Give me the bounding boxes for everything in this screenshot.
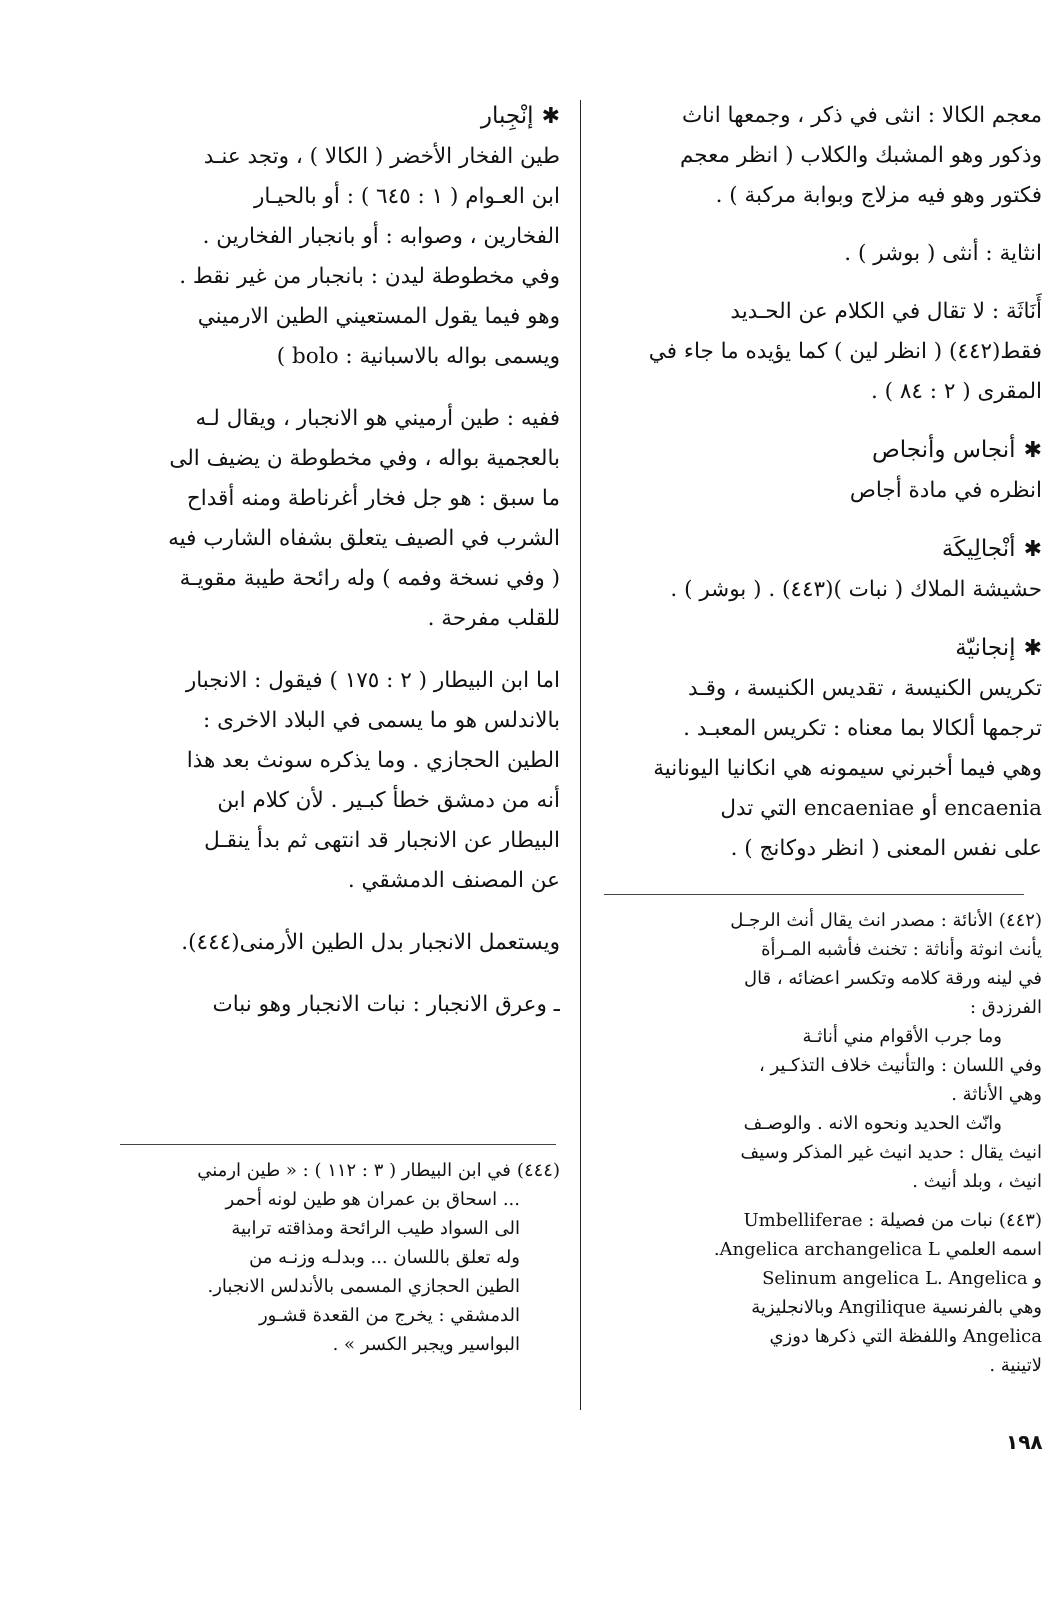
- text-line: وذكور وهو المشبك والكلاب ( انظر معجم: [679, 143, 1042, 168]
- entry: [596, 96, 1042, 216]
- text-line: البيطار عن الانجبار قد انتهى ثم بدأ ينقـل: [204, 828, 560, 853]
- footnote-line: [596, 1235, 1042, 1264]
- footnote-text: الى السواد طيب الرائحة ومذاقته ترابية: [231, 1218, 520, 1239]
- entry: [110, 923, 560, 963]
- footnote-line: [110, 1156, 560, 1185]
- footnote-line: [596, 1051, 1042, 1080]
- right-column: [596, 96, 1042, 887]
- headword-text: أنْجالِيكَة: [941, 536, 1016, 562]
- text-line: ما سبق : هو جل فخار أغرناطة ومنه أقداح: [186, 486, 560, 511]
- text-line: بالاندلس هو ما يسمى في البلاد الاخرى :: [203, 708, 560, 733]
- text-line: ابن العـوام ( ١ : ٦٤٥ ) : أو بالحيـار: [254, 184, 560, 209]
- footnotes-right: [596, 906, 1042, 1390]
- footnote-separator-right: [604, 894, 1024, 895]
- footnote-line: [110, 1185, 560, 1214]
- text-line: ويستعمل الانجبار بدل الطين الأرمنى(٤٤٤).: [181, 930, 560, 955]
- headword-text: إنْجِبار: [480, 103, 534, 129]
- footnote-text: في لينه ورقة كلامه وتكسر اعضائه ، قال: [743, 968, 1042, 989]
- footnote-line: [110, 1330, 560, 1359]
- entry: [596, 529, 1042, 610]
- footnote-line: [596, 1322, 1042, 1351]
- column-divider: [580, 100, 581, 1410]
- footnote-line: [596, 1022, 1042, 1051]
- entry: [110, 399, 560, 639]
- footnote-text: انيث ، وبلد أنيث .: [912, 1171, 1042, 1192]
- footnote-line: [110, 1301, 560, 1330]
- footnote-text: الدمشقي : يخرج من القعدة قشـور: [258, 1305, 520, 1326]
- text-line: عن المصنف الدمشقي .: [347, 868, 560, 893]
- text-line: ترجمها ألكالا بما معناه : تكريس المعبـد .: [683, 716, 1042, 741]
- entry-headword: [596, 628, 1042, 669]
- footnote-text: و Selinum angelica L. Angelica: [762, 1268, 1042, 1289]
- headword-text: إنجانيّة: [955, 635, 1016, 661]
- text-line: معجم الكالا : انثى في ذكر ، وجمعها اناث: [681, 103, 1042, 128]
- footnote-line: [110, 1214, 560, 1243]
- entry-headword: [596, 430, 1042, 471]
- text-line: ويسمى بواله بالاسبانية : bolo ): [276, 344, 560, 369]
- text-line: الطين الحجازي . وما يذكره سونث بعد هذا: [186, 748, 560, 773]
- footnote-number: (٤٤٤): [516, 1160, 560, 1181]
- entry-headword: [596, 529, 1042, 570]
- footnote-line: [596, 1206, 1042, 1235]
- text-line: طين الفخار الأخضر ( الكالا ) ، وتجد عنـد: [203, 144, 560, 169]
- text-line: أنه من دمشق خطأ كبـير . لأن كلام ابن: [217, 788, 560, 813]
- footnote-number: (٤٤٣): [998, 1210, 1042, 1231]
- footnotes-left: [110, 1156, 560, 1369]
- footnote: [110, 1156, 560, 1359]
- text-line: فقط(٤٤٢) ( انظر لين ) كما يؤيده ما جاء في: [648, 339, 1042, 364]
- footnote-line: [596, 1293, 1042, 1322]
- footnote-text: اسمه العلمي Angelica archangelica L.: [713, 1239, 1042, 1260]
- footnote-line: [110, 1243, 560, 1272]
- footnote-text: الأنائة : مصدر انث يقال أنث الرجـل: [730, 910, 993, 931]
- footnote-text: وانّث الحديد ونحوه الانه . والوصـف: [743, 1113, 1002, 1134]
- text-line: للقلب مفرحة .: [427, 606, 560, 631]
- footnote-text: البواسير ويجبر الكسر » .: [332, 1334, 520, 1355]
- text-line: انثاية : أنثى ( بوشر ) .: [844, 241, 1042, 266]
- text-line: انظره في مادة أجاص: [849, 478, 1042, 503]
- footnote-text: يأنث انوثة وأناثة : تخنث فأشبه المـرأة: [761, 939, 1042, 960]
- footnote-number: (٤٤٢): [998, 910, 1042, 931]
- headword-text: أنجاس وأنجاص: [871, 437, 1016, 463]
- footnote-text: Angelica واللفظة التي ذكرها دوزي: [769, 1326, 1042, 1347]
- asterisk-icon: ✱: [1023, 636, 1042, 661]
- footnote-text: لاتينية .: [989, 1355, 1042, 1376]
- footnote-text: ... اسحاق بن عمران هو طين لونه أحمر: [225, 1189, 520, 1210]
- text-line: الشرب في الصيف يتعلق بشفاه الشارب فيه: [168, 526, 560, 551]
- footnote-line: [596, 1138, 1042, 1167]
- text-line: فكتور وهو فيه مزلاج وبوابة مركبة ) .: [715, 183, 1042, 208]
- footnote-line: [596, 1264, 1042, 1293]
- text-line: أَنَاثَة : لا تقال في الكلام عن الحـديد: [730, 299, 1042, 324]
- text-line: الفخارين ، وصوابه : أو بانجبار الفخارين .: [202, 224, 560, 249]
- entry: [596, 628, 1042, 869]
- text-line: ( وفي نسخة وفمه ) وله رائحة طيبة مقويـة: [179, 566, 560, 591]
- footnote-line: [596, 906, 1042, 935]
- footnote-line: [596, 1109, 1042, 1138]
- text-line: على نفس المعنى ( انظر دوكانج ) .: [730, 836, 1042, 861]
- footnote-line: [596, 993, 1042, 1022]
- footnote-text: وهي بالفرنسية Angilique وبالانجليزية: [751, 1297, 1042, 1318]
- text-line: بالعجمية بواله ، وفي مخطوطة ن يضيف الى: [169, 446, 560, 471]
- entry: [596, 430, 1042, 511]
- page-number: ١٩٨: [1006, 1430, 1043, 1454]
- footnote-text: نبات من فصيلة : Umbelliferae: [743, 1210, 993, 1231]
- text-line: تكريس الكنيسة ، تقديس الكنيسة ، وقـد: [688, 676, 1042, 701]
- text-line: ـ وعرق الانجبار : نبات الانجبار وهو نبات: [212, 992, 560, 1017]
- footnote-text: انيث يقال : حديد انيث غير المذكر وسيف: [740, 1142, 1042, 1163]
- footnote-line: [110, 1272, 560, 1301]
- footnote-text: وفي اللسان : والتأنيث خلاف التذكـير ،: [758, 1055, 1042, 1076]
- text-line: المقرى ( ٢ : ٨٤ ) .: [870, 379, 1042, 404]
- asterisk-icon: ✱: [1023, 438, 1042, 463]
- entry: [596, 234, 1042, 274]
- footnote-text: الفرزدق :: [970, 997, 1042, 1018]
- footnote-line: [596, 935, 1042, 964]
- footnote: [596, 1206, 1042, 1380]
- footnote-separator-left: [120, 1144, 556, 1145]
- text-line: ففيه : طين أرميني هو الانجبار ، ويقال لـه: [195, 406, 560, 431]
- entry: [110, 985, 560, 1025]
- text-line: حشيشة الملاك ( نبات )(٤٤٣) . ( بوشر ) .: [670, 577, 1042, 602]
- entry-headword: [110, 96, 560, 137]
- footnote-text: الطين الحجازي المسمى بالأندلس الانجبار.: [207, 1276, 520, 1297]
- footnote: [596, 906, 1042, 1196]
- entry: [596, 292, 1042, 412]
- footnote-line: [596, 1080, 1042, 1109]
- entry: [110, 661, 560, 901]
- text-line: اما ابن البيطار ( ٢ : ١٧٥ ) فيقول : الانجبار: [185, 668, 560, 693]
- text-line: وهو فيما يقول المستعيني الطين الارميني: [197, 304, 560, 329]
- asterisk-icon: ✱: [1023, 537, 1042, 562]
- footnote-line: [596, 964, 1042, 993]
- text-line: وهي فيما أخبرني سيمونه هي انكانيا اليونانية: [653, 756, 1042, 781]
- footnote-line: [596, 1167, 1042, 1196]
- text-line: encaenia أو encaeniae التي تدل: [720, 796, 1042, 821]
- footnote-text: في ابن البيطار ( ٣ : ١١٢ ) : « طين ارمني: [197, 1160, 511, 1181]
- footnote-text: وله تعلق باللسان ... وبدلـه وزنـه من: [249, 1247, 520, 1268]
- left-column: [110, 96, 560, 1047]
- footnote-text: وما جرب الأقوام مني أناثـة: [802, 1026, 1002, 1047]
- asterisk-icon: ✱: [541, 104, 560, 129]
- footnote-line: [596, 1351, 1042, 1380]
- text-line: وفي مخطوطة ليدن : بانجبار من غير نقط .: [179, 264, 560, 289]
- footnote-text: وهي الأناثة .: [951, 1084, 1042, 1105]
- entry: [110, 96, 560, 377]
